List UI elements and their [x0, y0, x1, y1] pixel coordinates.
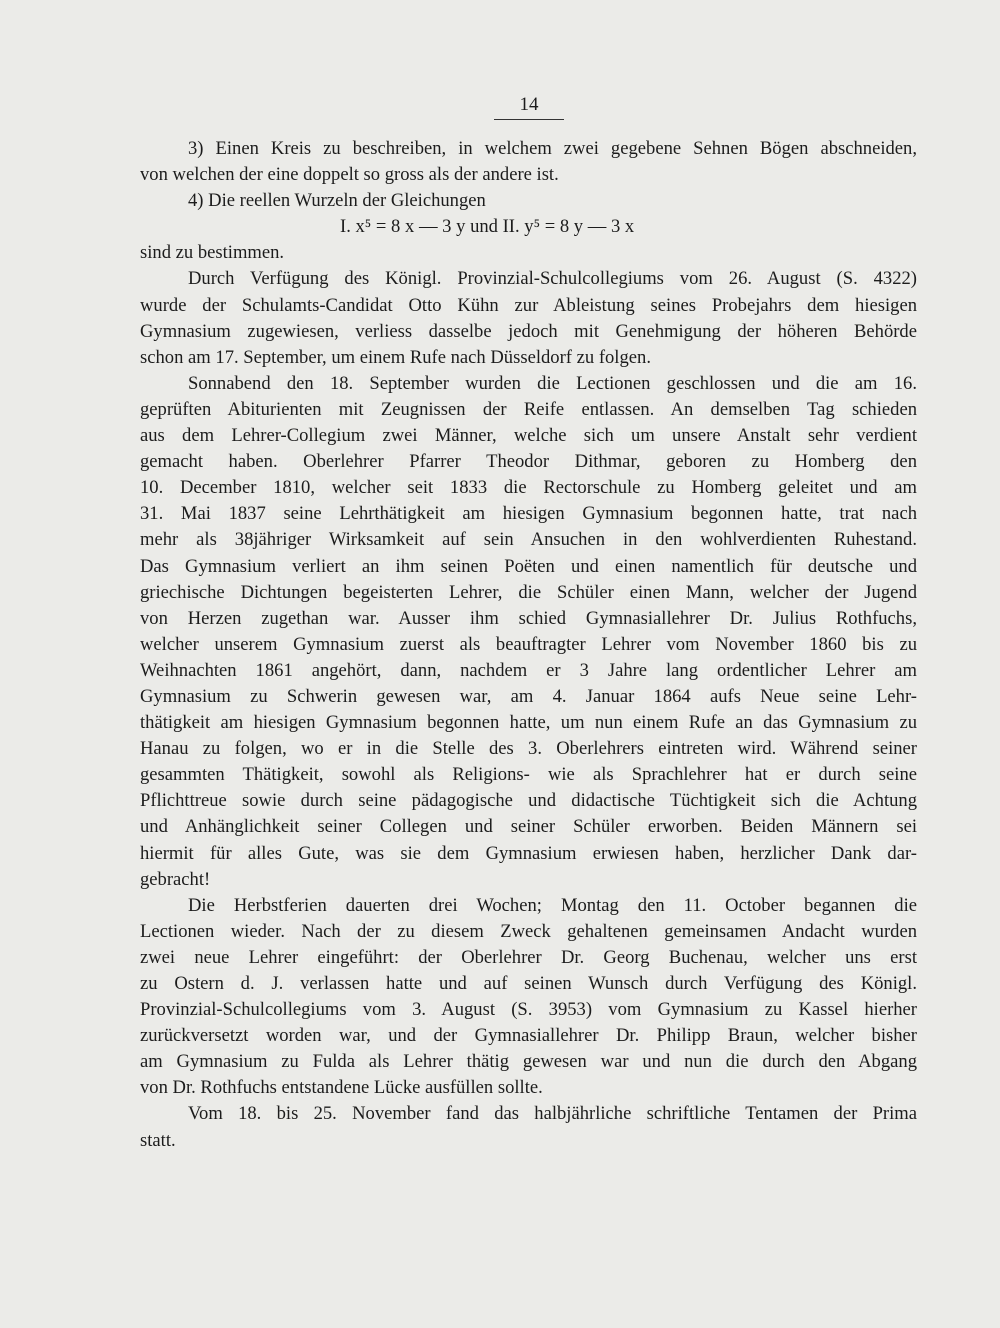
body-text [140, 136, 917, 1154]
text-line: statt. [140, 1129, 176, 1151]
text-line: 10. December 1810, welcher seit 1833 die Rectorschule zu Homberg geleitet und am [140, 477, 917, 499]
text-line: 3) Einen Kreis zu beschreiben, in welchem zwei gegebene Sehnen Bögen abschneiden, [188, 138, 917, 159]
text-line: hiermit für alles Gute, was sie dem Gymnasium erwiesen haben, herzlicher Dank dar- [140, 842, 917, 864]
text-line: geprüften Abiturienten mit Zeugnissen der Reife entlassen. An demselben Tag schieden [140, 398, 917, 420]
text-line: welcher unserem Gymnasium zuerst als beauftragter Lehrer vom November 1860 bis zu [140, 633, 917, 655]
text-line: zurückversetzt worden war, und der Gymnasiallehrer Dr. Philipp Braun, welcher bisher [140, 1025, 917, 1047]
text-line: schon am 17. September, um einem Rufe nach Düsseldorf zu folgen. [140, 346, 651, 368]
text-line: Das Gymnasium verliert an ihm seinen Poëten und einen namentlich für deutsche und [140, 555, 917, 577]
text-line: gebracht! [140, 868, 211, 890]
text-line: thätigkeit am hiesigen Gymnasium begonnen hatte, um nun einem Rufe an das Gymnasium zu [140, 712, 917, 734]
text-line: Weihnachten 1861 angehört, dann, nachdem er 3 Jahre lang ordentlicher Lehrer am [140, 659, 917, 681]
text-line: Vom 18. bis 25. November fand das halbjährliche schriftliche Tentamen der Prima [188, 1103, 917, 1125]
text-line: Provinzial-Schulcollegiums vom 3. August (S. 3953) vom Gymnasium zu Kassel hierher [140, 999, 917, 1021]
page-header [494, 93, 564, 120]
text-line: mehr als 38jähriger Wirksamkeit auf sein Ansuchen in den wohlverdienten Ruhestand. [140, 529, 917, 551]
text-line: I. x⁵ = 8 x — 3 y und II. y⁵ = 8 y — 3 x [340, 216, 635, 238]
text-line: Hanau zu folgen, wo er in die Stelle des 3. Oberlehrers eintreten wird. Während seiner [140, 738, 917, 760]
page-number: 14 [519, 94, 539, 115]
text-line: griechische Dichtungen begeisterten Lehrer, die Schüler einen Mann, welcher der Jugend [140, 581, 917, 603]
text-line: Durch Verfügung des Königl. Provinzial-Schulcollegiums vom 26. August (S. 4322) [188, 268, 917, 290]
text-line: Die Herbstferien dauerten drei Wochen; Montag den 11. October begannen die [188, 894, 917, 916]
text-line: Gymnasium zu Schwerin gewesen war, am 4. Januar 1864 aufs Neue seine Lehr- [140, 685, 917, 707]
text-line: zu Ostern d. J. verlassen hatte und auf seinen Wunsch durch Verfügung des Königl. [140, 973, 917, 994]
text-line: Lectionen wieder. Nach der zu diesem Zweck gehaltenen gemeinsamen Andacht wurden [140, 920, 917, 942]
text-line: und Anhänglichkeit seiner Collegen und seiner Schüler erworben. Beiden Männern sei [140, 816, 917, 838]
text-line: aus dem Lehrer-Collegium zwei Männer, welche sich um unsere Anstalt sehr verdient [140, 425, 917, 447]
text-line: gemacht haben. Oberlehrer Pfarrer Theodor Dithmar, geboren zu Homberg den [140, 451, 917, 473]
text-line: gesammten Thätigkeit, sowohl als Religions- wie als Sprachlehrer hat er durch seine [140, 764, 917, 786]
text-line: sind zu bestimmen. [140, 242, 285, 264]
text-line: 4) Die reellen Wurzeln der Gleichungen [188, 190, 486, 212]
text-line: von welchen der eine doppelt so gross als der andere ist. [140, 164, 559, 186]
text-line: von Dr. Rothfuchs entstandene Lücke ausfüllen sollte. [140, 1077, 543, 1099]
text-line: wurde der Schulamts-Candidat Otto Kühn zur Ableistung seines Probejahrs dem hiesigen [140, 294, 917, 316]
text-line: von Herzen zugethan war. Ausser ihm schied Gymnasiallehrer Dr. Julius Rothfuchs, [140, 607, 917, 629]
text-line: zwei neue Lehrer eingeführt: der Oberlehrer Dr. Georg Buchenau, welcher uns erst [140, 946, 917, 968]
text-line: 31. Mai 1837 seine Lehrthätigkeit am hiesigen Gymnasium begonnen hatte, trat nach [140, 503, 917, 525]
text-line: Pflichttreue sowie durch seine pädagogische und didactische Tüchtigkeit sich die Achtung [140, 790, 917, 812]
text-line: am Gymnasium zu Fulda als Lehrer thätig gewesen war und nun die durch den Abgang [140, 1051, 917, 1073]
text-line: Sonnabend den 18. September wurden die Lectionen geschlossen und die am 16. [188, 372, 917, 394]
text-line: Gymnasium zugewiesen, verliess dasselbe jedoch mit Genehmigung der höheren Behörde [140, 320, 917, 342]
header-rule [494, 119, 564, 120]
